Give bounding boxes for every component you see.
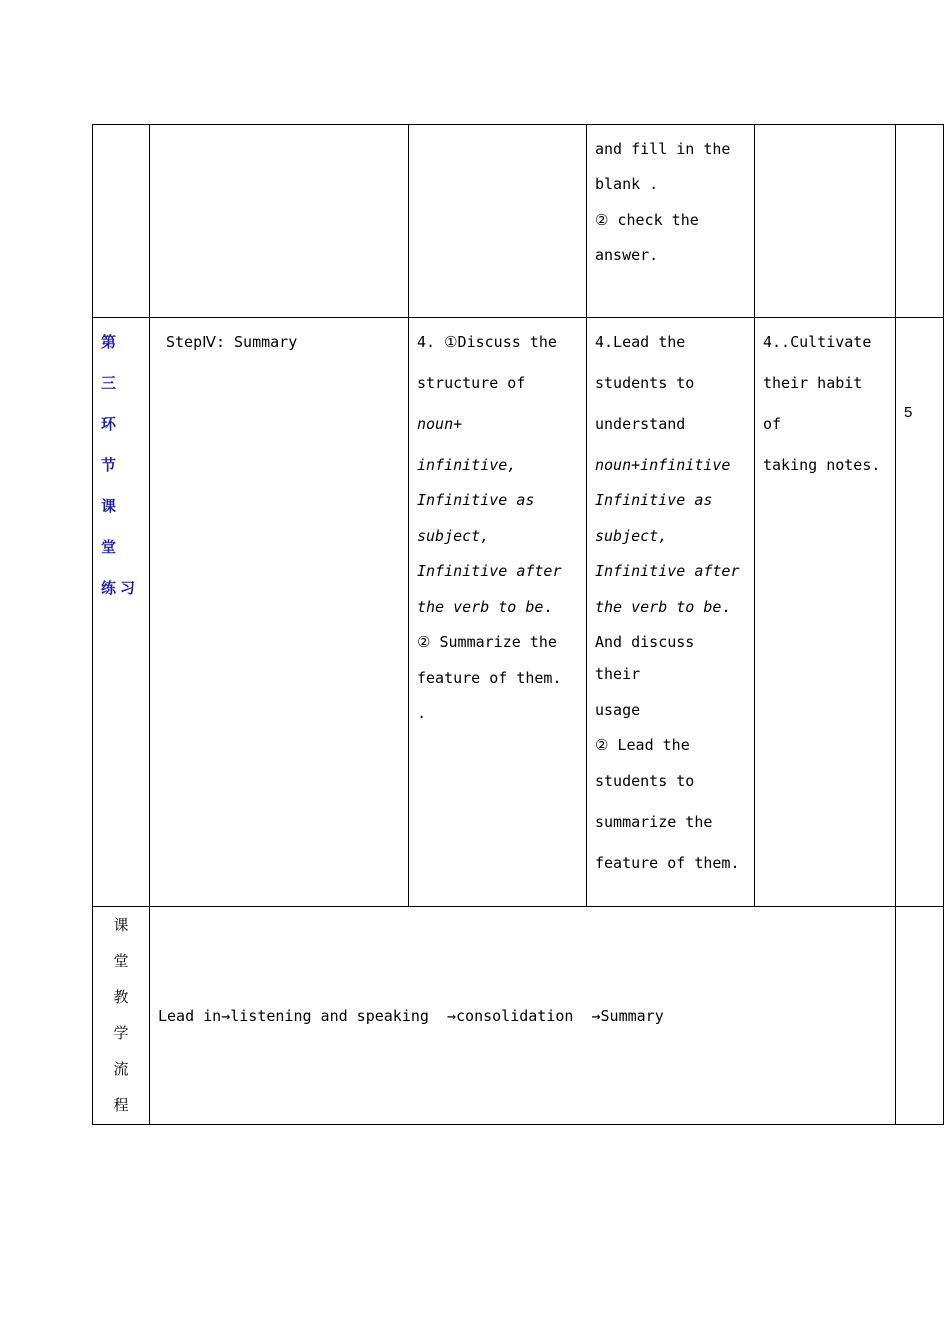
- lesson-plan-table: [92, 124, 944, 1125]
- time-cell: [896, 125, 944, 318]
- activity-text-italic: the verb to be: [417, 598, 544, 616]
- stage-label-line: 环 节: [101, 415, 121, 474]
- teacher-line: understand: [595, 415, 686, 433]
- purpose-line: taking notes.: [763, 456, 881, 474]
- activity-line: .: [417, 704, 427, 722]
- teacher-line: Infinitive as: [595, 491, 713, 509]
- activity-line: [417, 587, 578, 628]
- table-row: [93, 125, 944, 318]
- teacher-line: [595, 587, 746, 628]
- flow-content-cell: [150, 907, 896, 1125]
- procedure-line: ② check the: [595, 211, 699, 229]
- time-cell: [896, 907, 944, 1125]
- purpose-line: 4..Cultivate: [763, 333, 872, 351]
- stage-label-line: 第 三: [101, 333, 121, 392]
- flow-label-cell: [93, 907, 150, 1125]
- student-activity-cell: [409, 318, 587, 907]
- stage-label-line: 课 堂: [101, 497, 121, 556]
- stage-cell: [93, 318, 150, 907]
- procedure-line: blank .: [595, 175, 659, 193]
- teacher-line: 4.Lead the: [595, 333, 686, 351]
- teacher-line: Infinitive after: [595, 562, 740, 580]
- teacher-line: ② Lead the: [595, 736, 690, 754]
- time-cell: [896, 318, 944, 907]
- stage-cell: [93, 125, 150, 318]
- procedure-line: answer.: [595, 246, 659, 264]
- procedure-line: and fill in the: [595, 140, 731, 158]
- flow-label-char: 堂: [113, 952, 129, 970]
- flow-label-char: 流: [113, 1060, 129, 1078]
- teacher-line: noun+infinitive: [595, 456, 731, 474]
- teacher-text: .: [721, 598, 731, 616]
- table-row: [93, 907, 944, 1125]
- activity-text: structure of: [417, 374, 526, 392]
- teacher-line: subject,: [595, 527, 668, 545]
- step-cell: [150, 318, 409, 907]
- teacher-activity-cell: [587, 318, 755, 907]
- teacher-activity-cell: [587, 125, 755, 318]
- activity-line: Infinitive as: [417, 491, 535, 509]
- activity-text-italic: noun+: [417, 415, 463, 433]
- step-cell: [150, 125, 409, 318]
- activity-line: subject,: [417, 527, 490, 545]
- purpose-cell: [755, 125, 896, 318]
- activity-line: [417, 363, 578, 445]
- purpose-cell: [755, 318, 896, 907]
- teacher-line: usage: [595, 701, 641, 719]
- activity-line: Infinitive after: [417, 562, 562, 580]
- teaching-flow-text: Lead in→listening and speaking →consolidation →Summary: [158, 1006, 664, 1025]
- table-row: [93, 318, 944, 907]
- flow-label-char: 程: [113, 1096, 129, 1114]
- activity-line: infinitive,: [417, 456, 517, 474]
- purpose-line: their habit of: [763, 374, 863, 433]
- student-activity-cell: [409, 125, 587, 318]
- teacher-line: summarize the: [595, 813, 713, 831]
- teacher-line: students to: [595, 772, 695, 790]
- activity-text: .: [543, 598, 553, 616]
- step-title: StepⅣ: Summary: [166, 333, 298, 351]
- teacher-line: students to: [595, 374, 695, 392]
- activity-line: 4. ①Discuss the: [417, 333, 557, 351]
- flow-label-char: 教: [113, 988, 129, 1006]
- activity-line: feature of them.: [417, 669, 562, 687]
- stage-label-line: 练习: [101, 579, 140, 597]
- teacher-line: feature of them.: [595, 854, 740, 872]
- flow-label-char: 学: [113, 1024, 129, 1042]
- time-minutes: 5: [904, 404, 913, 421]
- teacher-line: And discuss their: [595, 633, 695, 683]
- teacher-text-italic: the verb to be: [595, 598, 722, 616]
- activity-line: ② Summarize the: [417, 633, 557, 651]
- flow-label-char: 课: [113, 916, 129, 934]
